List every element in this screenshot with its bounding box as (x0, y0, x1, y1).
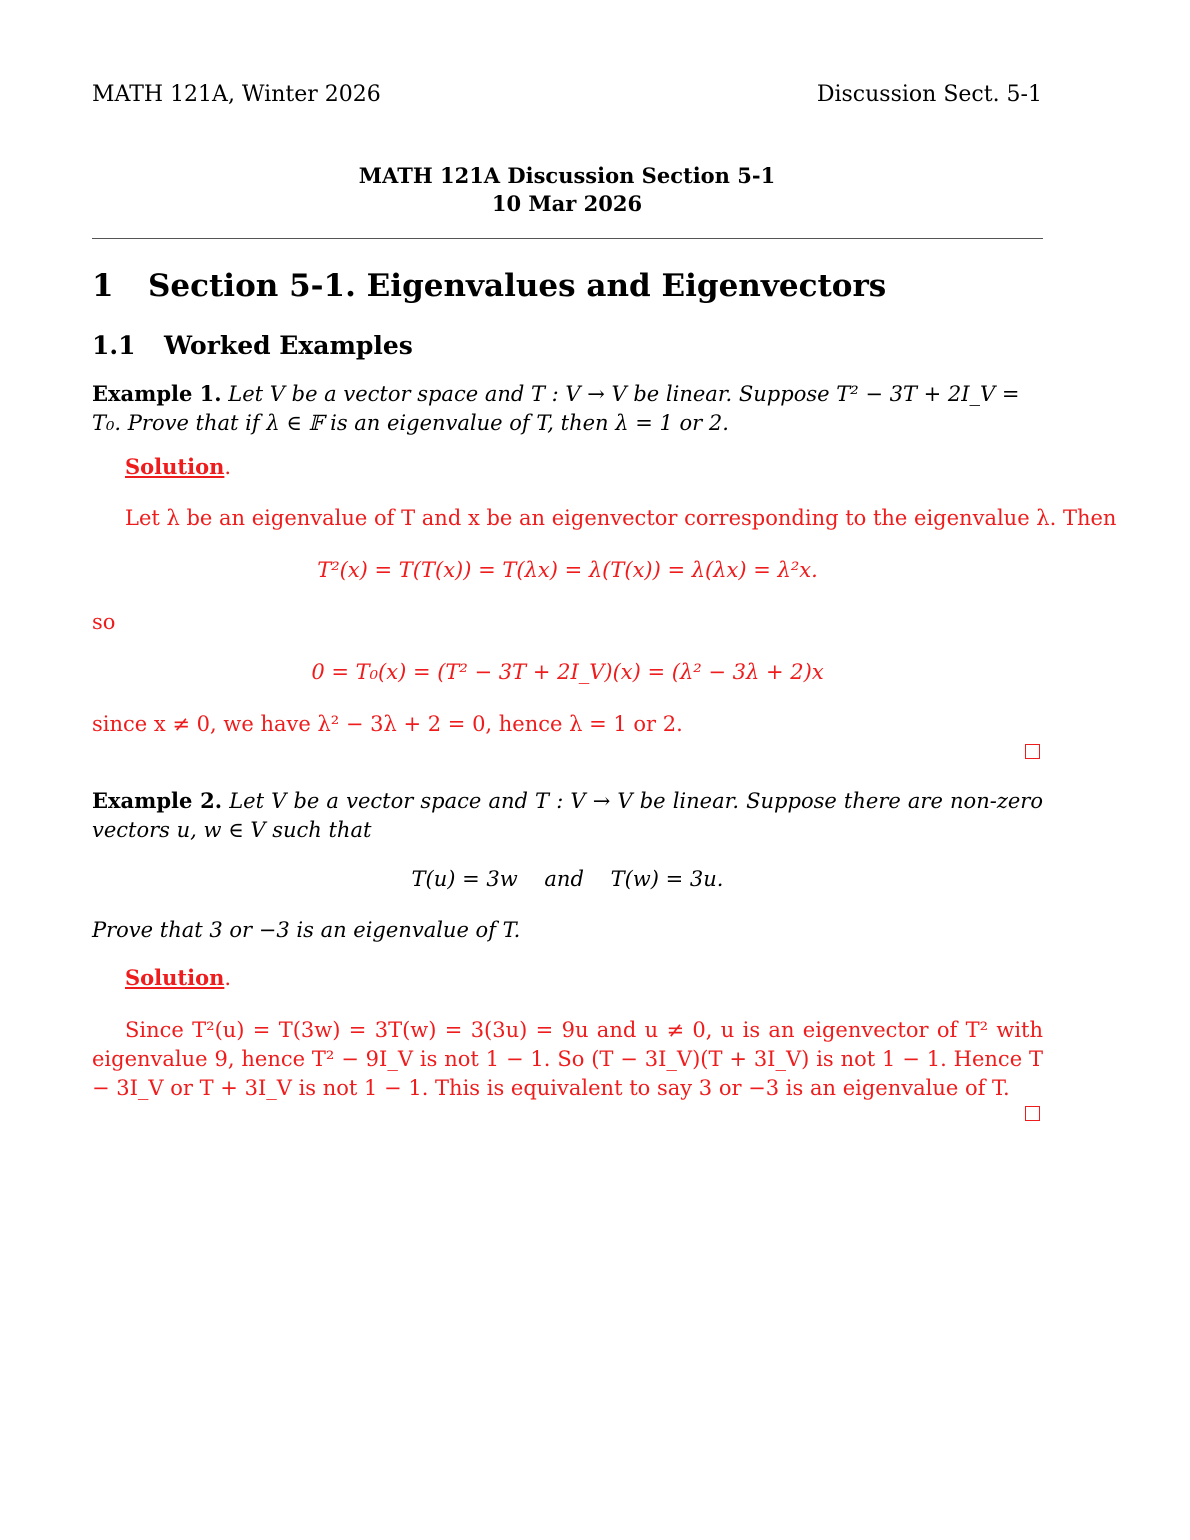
example-1-solution-heading: Solution. (125, 454, 232, 479)
example-1-statement: Let V be a vector space and T : V → V be linear. Suppose T² − 3T + 2I_V = T₀. Prove that if λ ∈ 𝔽 is an eigenvalue of T, then λ = 1 or 2. (92, 382, 1020, 435)
example-1-equation-1: T²(x) = T(T(x)) = T(λx) = λ(T(x)) = λ(λx) = λ²x. (317, 558, 818, 582)
running-header-left (92, 82, 381, 107)
title-line-1: MATH 121A Discussion Section 5-1 (358, 163, 776, 188)
header-left-text: MATH 121A, Winter 2026 (92, 82, 381, 107)
subsection-title: Worked Examples (164, 331, 413, 360)
qed-square-1 (1025, 744, 1040, 759)
document-title (92, 162, 1042, 218)
solution-label: Solution (125, 454, 225, 479)
header-right-text: Discussion Sect. 5-1 (816, 82, 1042, 107)
solution-label-2: Solution (125, 965, 225, 990)
example-2-statement-2: Prove that 3 or −3 is an eigenvalue of T. (92, 918, 521, 942)
subsection-number: 1.1 (92, 331, 136, 360)
example-2-statement-1: Let V be a vector space and T : V → V be linear. Suppose there are non-zero vectors u, w ∈ V such that (92, 789, 1043, 842)
example-1-equation-2: 0 = T₀(x) = (T² − 3T + 2I_V)(x) = (λ² − 3λ + 2)x (311, 660, 824, 684)
qed-square-2 (1025, 1106, 1040, 1121)
example-2 (92, 786, 1043, 845)
example-1-solution-line-1: Let λ be an eigenvalue of T and x be an eigenvector corresponding to the eigenvalue λ. Then (125, 506, 1117, 530)
example-1-conclusion: since x ≠ 0, we have λ² − 3λ + 2 = 0, hence λ = 1 or 2. (92, 712, 683, 736)
example-2-label: Example 2. (92, 788, 223, 813)
example-2-solution-text: Since T²(u) = T(3w) = 3T(w) = 3(3u) = 9u and u ≠ 0, u is an eigenvector of T² with eigenvalue 9, hence T² − 9I_V is not 1 − 1. So (T − 3I_V)(T + 3I_V) is not 1 − 1. Hence T − 3I_V or T + 3I_V is not 1 − 1. This is equivalent to say 3 or −3 is an eigenvalue of T. (92, 1018, 1043, 1100)
example-2-solution-heading: Solution. (125, 965, 232, 990)
section-number: 1 (92, 268, 114, 304)
example-1-so: so (92, 610, 116, 634)
example-1-label: Example 1. (92, 381, 222, 406)
example-1 (92, 379, 1043, 438)
section-title: Section 5-1. Eigenvalues and Eigenvectors (148, 268, 887, 304)
running-header-right (817, 82, 1042, 107)
example-2-equation: T(u) = 3w and T(w) = 3u. (411, 867, 724, 891)
title-divider (92, 238, 1043, 239)
title-line-2: 10 Mar 2026 (491, 191, 643, 216)
